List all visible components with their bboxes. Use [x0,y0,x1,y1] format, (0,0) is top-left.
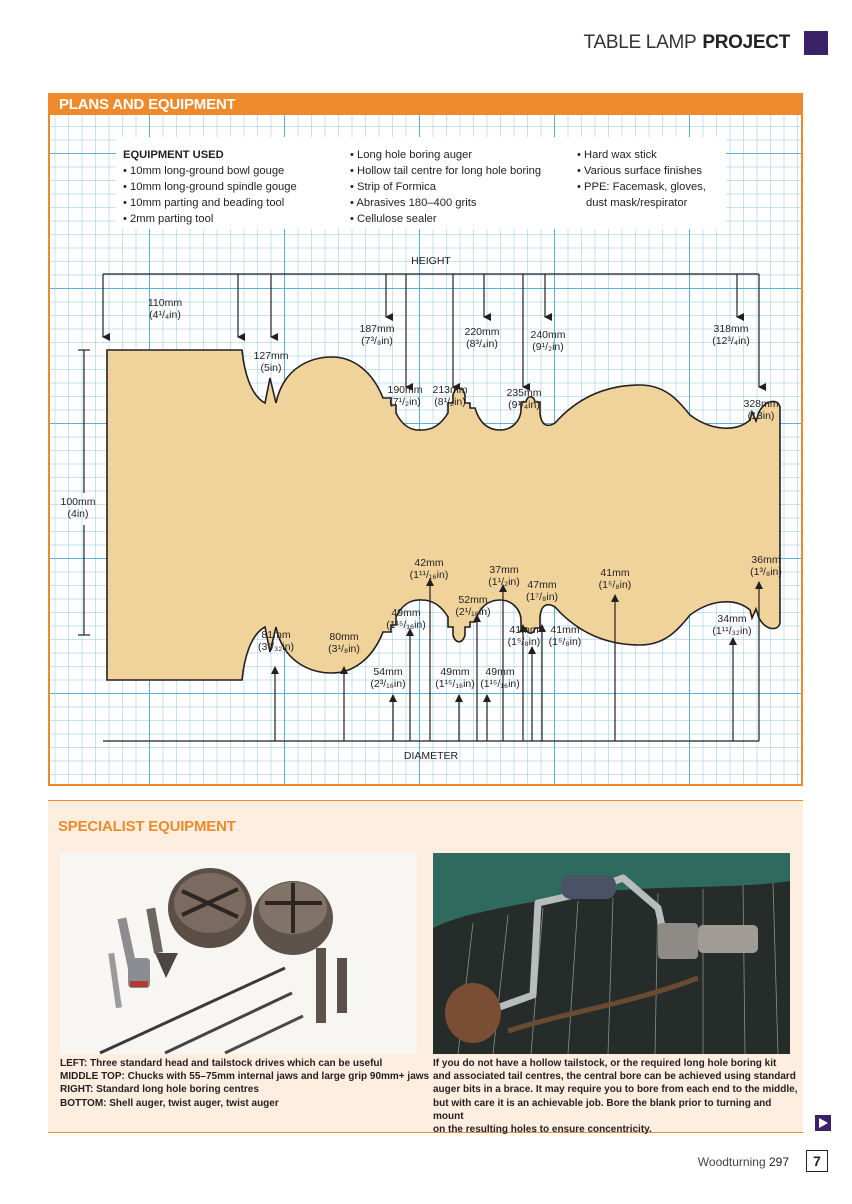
svg-text:(9¹/₂in): (9¹/₂in) [532,341,564,353]
svg-text:235mm: 235mm [506,387,542,399]
height-label: HEIGHT [411,255,451,267]
drives-chucks-augers-illustration [60,853,417,1054]
overall-diameter-line [78,350,90,635]
caption-line: and associated tail centres, the central bore can be achieved using standard [433,1071,796,1083]
svg-text:110mm: 110mm [147,297,183,309]
photo-drives-chucks-augers [60,853,417,1054]
page-header-title [584,32,790,54]
svg-text:(7³/₈in): (7³/₈in) [361,335,393,347]
svg-text:127mm: 127mm [253,350,289,362]
equipment-item: • Hard wax stick [577,149,657,161]
svg-text:(1³/₈in): (1³/₈in) [750,566,782,578]
specialist-equipment-panel [48,800,803,1136]
svg-text:(1¹/₂in): (1¹/₂in) [488,576,520,588]
plans-title: PLANS AND EQUIPMENT [59,96,236,113]
caption-line: MIDDLE TOP: Chucks with 55–75mm internal jaws and large grip 90mm+ jaws [60,1071,430,1083]
caption-line: auger bits in a brace. It may require you to bore from each end to the middle, [433,1084,798,1096]
svg-text:(7¹/₂in): (7¹/₂in) [389,396,421,408]
svg-text:(1⁷/₈in): (1⁷/₈in) [525,591,559,603]
svg-text:240mm: 240mm [530,329,566,341]
caption-line: on the resulting holes to ensure concentricity. [433,1124,652,1136]
svg-text:(1¹⁵/₁₆in): (1¹⁵/₁₆in) [435,678,475,690]
equipment-item: • Abrasives 180–400 grits [350,197,477,209]
equipment-item: • Cellulose sealer [350,213,437,225]
svg-text:(3¹/₈in): (3¹/₈in) [328,643,360,655]
svg-text:81mm: 81mm [261,629,291,641]
svg-text:(1⁵/₈in): (1⁵/₈in) [548,636,582,648]
overall-diameter-mm: 100mm [60,496,96,508]
svg-text:(12³/₄in): (12³/₄in) [712,335,750,347]
svg-text:(1⁵/₈in): (1⁵/₈in) [598,579,632,591]
svg-text:213mm: 213mm [432,384,468,396]
svg-text:80mm: 80mm [329,631,359,643]
svg-text:37mm: 37mm [489,564,519,576]
svg-text:(8¹/₂in): (8¹/₂in) [434,396,466,408]
page-number: 7 [806,1150,828,1172]
equipment-item: dust mask/respirator [586,197,688,209]
photo-brace-and-auger [433,853,790,1054]
equipment-item: • Long hole boring auger [350,149,473,161]
svg-text:34mm: 34mm [717,613,747,625]
svg-text:36mm: 36mm [751,554,781,566]
svg-text:(9¹/₄in): (9¹/₄in) [508,399,540,411]
caption-line: RIGHT: Standard long hole boring centres [60,1084,259,1096]
page-footer [698,1155,789,1169]
svg-text:187mm: 187mm [359,323,395,335]
header-title-bold: PROJECT [702,32,790,53]
equipment-item: • PPE: Facemask, gloves, [577,181,706,193]
header-accent-square [804,31,828,55]
svg-text:49mm: 49mm [440,666,470,678]
svg-text:(5in): (5in) [260,362,282,374]
svg-text:(1⁵/₈in): (1⁵/₈in) [507,636,541,648]
svg-text:(13in): (13in) [747,410,775,422]
svg-text:42mm: 42mm [414,557,444,569]
svg-text:328mm: 328mm [743,398,779,410]
caption-line: LEFT: Three standard head and tailstock drives which can be useful [60,1058,383,1069]
svg-text:49mm: 49mm [391,607,421,619]
svg-text:(1¹⁵/₁₆in): (1¹⁵/₁₆in) [480,678,520,690]
svg-text:(2¹/₁₆in): (2¹/₁₆in) [455,606,491,618]
equipment-item: • 10mm long-ground spindle gouge [123,181,297,193]
svg-text:(1¹¹/₃₂in): (1¹¹/₃₂in) [712,625,752,637]
brace-and-auger-illustration [433,853,790,1054]
caption-line: If you do not have a hollow tailstock, or the required long hole boring kit [433,1058,777,1069]
svg-text:190mm: 190mm [387,384,423,396]
right-photo-caption [433,1057,803,1136]
equipment-heading: EQUIPMENT USED [123,149,224,161]
equipment-item: • Hollow tail centre for long hole boring [350,165,542,177]
svg-text:220mm: 220mm [464,326,500,338]
svg-text:(3⁷/₃₂in): (3⁷/₃₂in) [257,641,295,653]
svg-text:(4¹/₄in): (4¹/₄in) [149,309,181,321]
magazine-name: Woodturning [697,1155,766,1169]
lamp-plan-diagram [50,95,805,788]
svg-text:318mm: 318mm [713,323,749,335]
equipment-item: • 2mm parting tool [123,213,214,225]
plans-panel [48,93,803,786]
svg-text:47mm: 47mm [527,579,557,591]
svg-text:(1¹¹/₁₆in): (1¹¹/₁₆in) [409,569,449,581]
equipment-item: • Strip of Formica [350,181,436,193]
diameter-label: DIAMETER [403,750,459,762]
svg-text:54mm: 54mm [373,666,403,678]
specialist-title: SPECIALIST EQUIPMENT [58,818,236,835]
play-arrow-icon[interactable] [815,1115,831,1131]
svg-text:(1¹⁵/₁₆in): (1¹⁵/₁₆in) [386,619,426,631]
header-title-light: TABLE LAMP [583,32,697,53]
equipment-item: • Various surface finishes [577,165,702,177]
equipment-item: • 10mm long-ground bowl gouge [123,165,285,177]
svg-text:52mm: 52mm [458,594,488,606]
svg-text:41mm: 41mm [600,567,630,579]
svg-text:(2³/₁₆in): (2³/₁₆in) [370,678,406,690]
svg-text:49mm: 49mm [485,666,515,678]
overall-diameter-in: (4in) [67,508,89,520]
caption-line: but with care it is an achievable job. Bore the blank prior to turning and mount [433,1097,772,1122]
equipment-item: • 10mm parting and beading tool [123,197,285,209]
svg-text:41mm: 41mm [550,624,580,636]
left-photo-caption [60,1057,429,1110]
svg-text:(8³/₄in): (8³/₄in) [466,338,498,350]
issue-number: 297 [768,1155,789,1169]
svg-text:41mm: 41mm [509,624,539,636]
caption-line: BOTTOM: Shell auger, twist auger, twist auger [60,1097,279,1109]
